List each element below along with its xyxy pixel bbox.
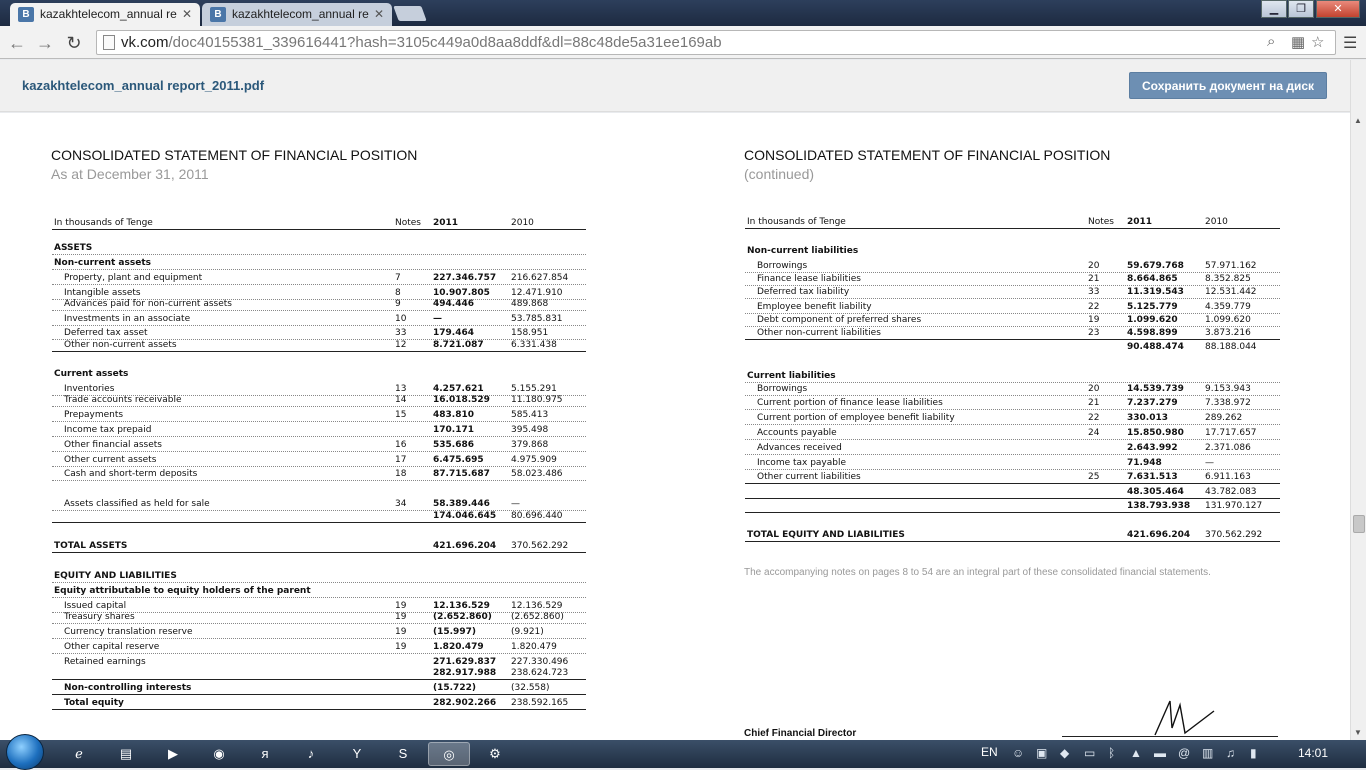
cell-lbl: Employee benefit liability (757, 302, 872, 312)
right-page-title: CONSOLIDATED STATEMENT OF FINANCIAL POSITION (744, 147, 1111, 163)
cell-v1: 174.046.645 (433, 511, 497, 521)
cell-lbl: TOTAL ASSETS (54, 541, 128, 551)
cell-lbl: Issued capital (64, 601, 127, 611)
cell-v1: (2.652.860) (433, 612, 492, 622)
cell-lbl: Other current liabilities (757, 472, 861, 482)
cell-note: 15 (395, 410, 407, 420)
cell-lbl: Accounts payable (757, 428, 837, 438)
media-player-icon[interactable]: ▶ (168, 746, 178, 761)
cell-note: 17 (395, 455, 407, 465)
cell-note: 23 (1088, 328, 1100, 338)
cell-note: 16 (395, 440, 407, 450)
table-row (745, 302, 1280, 314)
explorer-icon[interactable]: ▤ (119, 746, 133, 761)
url-text[interactable]: vk.com/doc40155381_339616441?hash=3105c449a0d8aa8ddf&dl=88c48de5a31ee169ab (121, 34, 722, 51)
cell-v2: 216.627.854 (511, 273, 569, 283)
cell-v1: 494.446 (433, 299, 474, 309)
cell-lbl: Prepayments (64, 410, 124, 420)
cell-v1: 6.475.695 (433, 455, 484, 465)
cell-v2: (9.921) (511, 627, 544, 637)
table-row (52, 340, 586, 352)
cell-lbl: Finance lease liabilities (757, 274, 861, 284)
pdf-viewer (0, 113, 1350, 740)
cell-v2: — (1205, 458, 1214, 468)
cell-note: 19 (395, 612, 407, 622)
cell-note: 24 (1088, 428, 1100, 438)
skype-icon[interactable]: S (398, 746, 408, 761)
table-row (52, 469, 586, 481)
cell-v2: 395.498 (511, 425, 549, 435)
cell-v1: 2011 (1127, 217, 1153, 227)
tab-active[interactable] (10, 3, 200, 26)
ie-icon[interactable]: ℯ (75, 746, 83, 761)
bluetooth-icon[interactable]: ᛒ (1108, 746, 1116, 760)
table-row (745, 261, 1280, 273)
cell-lbl: Current portion of employee benefit liability (757, 413, 955, 423)
cell-lbl: Current liabilities (747, 371, 836, 381)
cell-v1: 8.664.865 (1127, 274, 1178, 284)
cell-lbl: Current portion of finance lease liabilities (757, 398, 943, 408)
cell-lbl: ASSETS (54, 243, 93, 253)
cell-v2: 158.951 (511, 328, 549, 338)
start-button[interactable] (6, 734, 44, 770)
cell-lbl: Borrowings (757, 384, 808, 394)
table-row (52, 299, 586, 311)
cell-lbl: Advances paid for non-current assets (64, 299, 232, 309)
cell-lbl: Debt component of preferred shares (757, 315, 922, 325)
cell-lbl: Non-controlling interests (64, 683, 192, 693)
table-row (52, 395, 586, 407)
cell-lbl: Property, plant and equipment (64, 273, 203, 283)
cell-v2: 370.562.292 (1205, 530, 1263, 540)
cell-v2: 58.023.486 (511, 469, 563, 479)
cell-lbl: Income tax payable (757, 458, 847, 468)
cell-note: 20 (1088, 261, 1100, 271)
table-row (52, 243, 586, 255)
cell-note: Notes (1088, 217, 1114, 227)
cell-v1: 87.715.687 (433, 469, 490, 479)
table-row (52, 541, 586, 553)
cell-v2: 1.099.620 (1205, 315, 1251, 325)
cell-lbl: In thousands of Tenge (54, 218, 153, 228)
monitor-icon[interactable]: ▭ (1084, 746, 1096, 760)
cell-v2: 17.717.657 (1205, 428, 1257, 438)
cell-v1: 10.907.805 (433, 288, 490, 298)
cell-v2: 238.624.723 (511, 668, 569, 678)
cell-v1: 14.539.739 (1127, 384, 1184, 394)
cell-lbl: Advances received (757, 443, 842, 453)
vk-favicon-icon: B (210, 7, 226, 22)
cell-note: 19 (395, 601, 407, 611)
tab-title: kazakhtelecom_annual re (232, 7, 369, 21)
cell-v2: 289.262 (1205, 413, 1243, 423)
tray-app-icon[interactable]: ☺ (1012, 746, 1025, 760)
bookmark-star-icon[interactable]: ☆ (1311, 34, 1325, 51)
cell-note: 21 (1088, 274, 1100, 284)
signature-scribble (1150, 693, 1220, 738)
cell-lbl: Deferred tax liability (757, 287, 850, 297)
table-row (745, 384, 1280, 396)
table-row (52, 410, 586, 422)
table-row (52, 627, 586, 639)
cell-v1: 1.099.620 (1127, 315, 1178, 325)
cell-lbl: Treasury shares (64, 612, 135, 622)
table-row (52, 273, 586, 285)
table-row (745, 428, 1280, 440)
cell-v1: 535.686 (433, 440, 474, 450)
browser-tab-strip (0, 0, 1366, 26)
cell-lbl: Retained earnings (64, 657, 146, 667)
cell-v2: 7.338.972 (1205, 398, 1251, 408)
cell-lbl: Other current assets (64, 455, 157, 465)
network-app-icon[interactable]: ⚙ (489, 746, 501, 761)
table-row (745, 315, 1280, 327)
cell-v1: 7.631.513 (1127, 472, 1178, 482)
scroll-thumb[interactable] (1353, 515, 1365, 533)
cell-note: 7 (395, 273, 401, 283)
cell-v1: 71.948 (1127, 458, 1162, 468)
cell-note: 19 (395, 627, 407, 637)
cell-v1: 15.850.980 (1127, 428, 1184, 438)
table-row (52, 328, 586, 340)
tab-close-icon[interactable]: ✕ (373, 7, 384, 21)
chrome-menu-icon[interactable]: ☰ (1343, 35, 1358, 52)
cell-lbl: Other non-current assets (64, 340, 177, 350)
table-row (52, 683, 586, 695)
cell-v1: 421.696.204 (433, 541, 497, 551)
cell-v2: 4.975.909 (511, 455, 557, 465)
table-row (745, 487, 1280, 499)
cell-v2: 379.868 (511, 440, 549, 450)
signature-label: Chief Financial Director (744, 728, 857, 739)
cell-note: 19 (1088, 315, 1100, 325)
cell-lbl: Other capital reserve (64, 642, 160, 652)
cell-v2: 9.153.943 (1205, 384, 1251, 394)
tray-app-icon[interactable]: @ (1178, 746, 1191, 760)
sound-app-icon[interactable]: ♪ (307, 746, 315, 761)
cell-v2: 12.471.910 (511, 288, 563, 298)
cell-note: 12 (395, 340, 407, 350)
chrome-icon[interactable]: ◎ (428, 742, 470, 766)
cell-v1: 7.237.279 (1127, 398, 1178, 408)
cell-lbl: Income tax prepaid (64, 425, 152, 435)
cell-v2: 11.180.975 (511, 395, 563, 405)
table-row (745, 443, 1280, 455)
cell-v1: 138.793.938 (1127, 501, 1191, 511)
cell-note: 10 (395, 314, 407, 324)
cell-v2: 6.911.163 (1205, 472, 1251, 482)
cell-lbl: Deferred tax asset (64, 328, 148, 338)
cell-v1: (15.997) (433, 627, 476, 637)
cell-v1: 16.018.529 (433, 395, 490, 405)
table-row (52, 499, 586, 511)
cell-v2: 53.785.831 (511, 314, 563, 324)
cell-note: Notes (395, 218, 421, 228)
cell-v2: — (511, 499, 520, 509)
cell-note: 33 (395, 328, 407, 338)
cell-v1: 2.643.992 (1127, 443, 1178, 453)
tab-title: kazakhtelecom_annual re (40, 7, 177, 21)
cell-v2: 238.592.165 (511, 698, 569, 708)
cell-v2: 489.868 (511, 299, 549, 309)
cell-lbl: Investments in an associate (64, 314, 191, 324)
table-row (745, 371, 1280, 383)
table-row (52, 314, 586, 326)
page-scrollbar[interactable] (1350, 60, 1366, 740)
scroll-up-icon[interactable]: ▲ (1354, 116, 1362, 125)
table-row (52, 698, 586, 710)
yandex-icon[interactable]: я (261, 746, 269, 761)
cell-v2: 8.352.825 (1205, 274, 1251, 284)
zoom-icon[interactable]: ⌕ (1267, 33, 1276, 50)
cell-v2: (2.652.860) (511, 612, 564, 622)
vk-favicon-icon: B (18, 7, 34, 22)
doc-title: kazakhtelecom_annual report_2011.pdf (22, 78, 265, 93)
cell-note: 8 (395, 288, 401, 298)
cell-lbl: Currency translation reserve (64, 627, 193, 637)
tab-close-icon[interactable]: ✕ (181, 7, 192, 21)
table-row (52, 425, 586, 437)
cell-v2: 2.371.086 (1205, 443, 1251, 453)
cell-lbl: EQUITY AND LIABILITIES (54, 571, 177, 581)
cell-v2: 12.531.442 (1205, 287, 1257, 297)
yandex-browser-icon[interactable]: Y (352, 746, 362, 761)
doc-header (0, 60, 1350, 112)
cell-lbl: Non-current liabilities (747, 246, 859, 256)
table-header-row (52, 218, 586, 230)
cell-v1: 90.488.474 (1127, 342, 1184, 352)
page-icon (103, 35, 115, 50)
cell-v2: 12.136.529 (511, 601, 563, 611)
table-row (745, 458, 1280, 470)
cell-v2: 3.873.216 (1205, 328, 1251, 338)
forward-arrow-icon[interactable]: → (36, 33, 54, 53)
cell-lbl: Intangible assets (64, 288, 141, 298)
cell-v2: 585.413 (511, 410, 549, 420)
cell-note: 25 (1088, 472, 1100, 482)
close-window-button[interactable]: ✕ (1316, 0, 1360, 18)
cell-lbl: Other financial assets (64, 440, 162, 450)
table-row (52, 440, 586, 452)
cell-v1: 227.346.757 (433, 273, 497, 283)
cell-v2: 1.820.479 (511, 642, 557, 652)
cell-v1: 421.696.204 (1127, 530, 1191, 540)
clock[interactable]: 14:01 (1298, 746, 1329, 760)
table-row (52, 511, 586, 523)
windows-taskbar (0, 740, 1366, 768)
cell-v1: 4.598.899 (1127, 328, 1178, 338)
cell-v2: 57.971.162 (1205, 261, 1257, 271)
table-row (745, 274, 1280, 286)
cell-v1: 5.125.779 (1127, 302, 1178, 312)
cell-v1: 179.464 (433, 328, 474, 338)
cell-v1: — (433, 314, 442, 324)
table-row (745, 472, 1280, 484)
reload-icon[interactable]: ↻ (66, 33, 82, 53)
table-header-row (745, 217, 1280, 229)
left-page-title: CONSOLIDATED STATEMENT OF FINANCIAL POSITION (51, 147, 418, 163)
cell-v2: 5.155.291 (511, 384, 557, 394)
cell-v1: 170.171 (433, 425, 474, 435)
tray-app-icon[interactable]: ▥ (1202, 746, 1214, 760)
cell-note: 13 (395, 384, 407, 394)
cell-v1: 483.810 (433, 410, 474, 420)
cell-v1: 8.721.087 (433, 340, 484, 350)
table-row (52, 455, 586, 467)
browser-toolbar (0, 26, 1366, 59)
left-page-subtitle: As at December 31, 2011 (51, 166, 209, 182)
cell-note: 19 (395, 642, 407, 652)
cell-v1: 58.389.446 (433, 499, 490, 509)
cell-note: 33 (1088, 287, 1100, 297)
cell-lbl: Total equity (64, 698, 124, 708)
cell-v2: 2010 (1205, 217, 1228, 227)
cell-v2: 131.970.127 (1205, 501, 1263, 511)
cell-lbl: Borrowings (757, 261, 808, 271)
cell-v1: 271.629.837 (433, 657, 497, 667)
cell-v2: 88.188.044 (1205, 342, 1257, 352)
cell-v2: 43.782.083 (1205, 487, 1257, 497)
cell-note: 34 (395, 499, 407, 509)
tray-app-icon[interactable]: ▬ (1154, 746, 1166, 760)
table-row (52, 258, 586, 270)
cell-v1: 48.305.464 (1127, 487, 1184, 497)
cell-v1: 59.679.768 (1127, 261, 1184, 271)
right-page-subtitle: (continued) (744, 166, 815, 182)
cell-lbl: Inventories (64, 384, 115, 394)
table-row (52, 668, 586, 680)
volume-icon[interactable]: ♫ (1226, 746, 1235, 760)
cell-v2: 80.696.440 (511, 511, 563, 521)
back-arrow-icon[interactable]: ← (8, 33, 26, 53)
table-row (52, 642, 586, 654)
cell-note: 21 (1088, 398, 1100, 408)
cell-note: 20 (1088, 384, 1100, 394)
cell-v1: 282.917.988 (433, 668, 497, 678)
save-to-disk-button[interactable]: Сохранить документ на диск (1129, 72, 1327, 99)
table-row (745, 342, 1280, 354)
cell-note: 18 (395, 469, 407, 479)
cell-lbl: Equity attributable to equity holders of the parent (54, 586, 311, 596)
footnote: The accompanying notes on pages 8 to 54 are an integral part of these consolidated financial statements. (744, 567, 1211, 578)
cell-v1: 12.136.529 (433, 601, 490, 611)
table-row (52, 586, 586, 598)
tray-app-icon[interactable]: ▣ (1036, 746, 1048, 760)
signal-icon[interactable]: ▮ (1250, 746, 1257, 760)
cell-lbl: Non-current assets (54, 258, 151, 268)
cell-note: 22 (1088, 302, 1100, 312)
cell-lbl: In thousands of Tenge (747, 217, 846, 227)
cell-v2: 2010 (511, 218, 534, 228)
table-row (745, 246, 1280, 258)
tray-app-icon[interactable]: ◆ (1060, 746, 1070, 760)
table-row (52, 369, 586, 381)
right-financial-table (745, 217, 1280, 547)
cell-v1: 330.013 (1127, 413, 1168, 423)
table-row (745, 328, 1280, 340)
cell-lbl: Cash and short-term deposits (64, 469, 198, 479)
cell-v2: 370.562.292 (511, 541, 569, 551)
table-row (745, 287, 1280, 299)
cell-v1: 1.820.479 (433, 642, 484, 652)
cell-v2: 4.359.779 (1205, 302, 1251, 312)
cell-lbl: Assets classified as held for sale (64, 499, 210, 509)
cell-lbl: Other non-current liabilities (757, 328, 881, 338)
cell-v2: (32.558) (511, 683, 550, 693)
cell-v1: 4.257.621 (433, 384, 484, 394)
cell-v1: (15.722) (433, 683, 476, 693)
cell-v1: 282.902.266 (433, 698, 497, 708)
cell-note: 14 (395, 395, 407, 405)
minimize-button[interactable]: ▁ (1261, 0, 1287, 18)
cell-note: 9 (395, 299, 401, 309)
cell-note: 22 (1088, 413, 1100, 423)
messenger-icon[interactable]: ◉ (213, 746, 225, 761)
translate-icon[interactable]: ▦ (1291, 34, 1306, 51)
table-row (745, 398, 1280, 410)
cell-lbl: Current assets (54, 369, 129, 379)
cell-v2: 6.331.438 (511, 340, 557, 350)
address-bar[interactable] (96, 30, 1336, 55)
cell-v1: 11.319.543 (1127, 287, 1184, 297)
scroll-down-icon[interactable]: ▼ (1354, 728, 1362, 737)
table-row (745, 413, 1280, 425)
cell-lbl: Trade accounts receivable (64, 395, 182, 405)
cell-v1: 2011 (433, 218, 459, 228)
table-row (52, 612, 586, 624)
new-tab-button[interactable] (393, 6, 426, 21)
tab-inactive[interactable] (202, 3, 392, 26)
cell-v2: 227.330.496 (511, 657, 569, 667)
left-financial-table (52, 218, 586, 718)
table-row (745, 501, 1280, 513)
cell-lbl: TOTAL EQUITY AND LIABILITIES (747, 530, 905, 540)
table-row (52, 571, 586, 583)
table-row (745, 530, 1280, 542)
tray-app-icon[interactable]: ▲ (1130, 746, 1142, 760)
maximize-button[interactable]: ❐ (1288, 0, 1314, 18)
language-indicator[interactable]: EN (981, 745, 998, 759)
